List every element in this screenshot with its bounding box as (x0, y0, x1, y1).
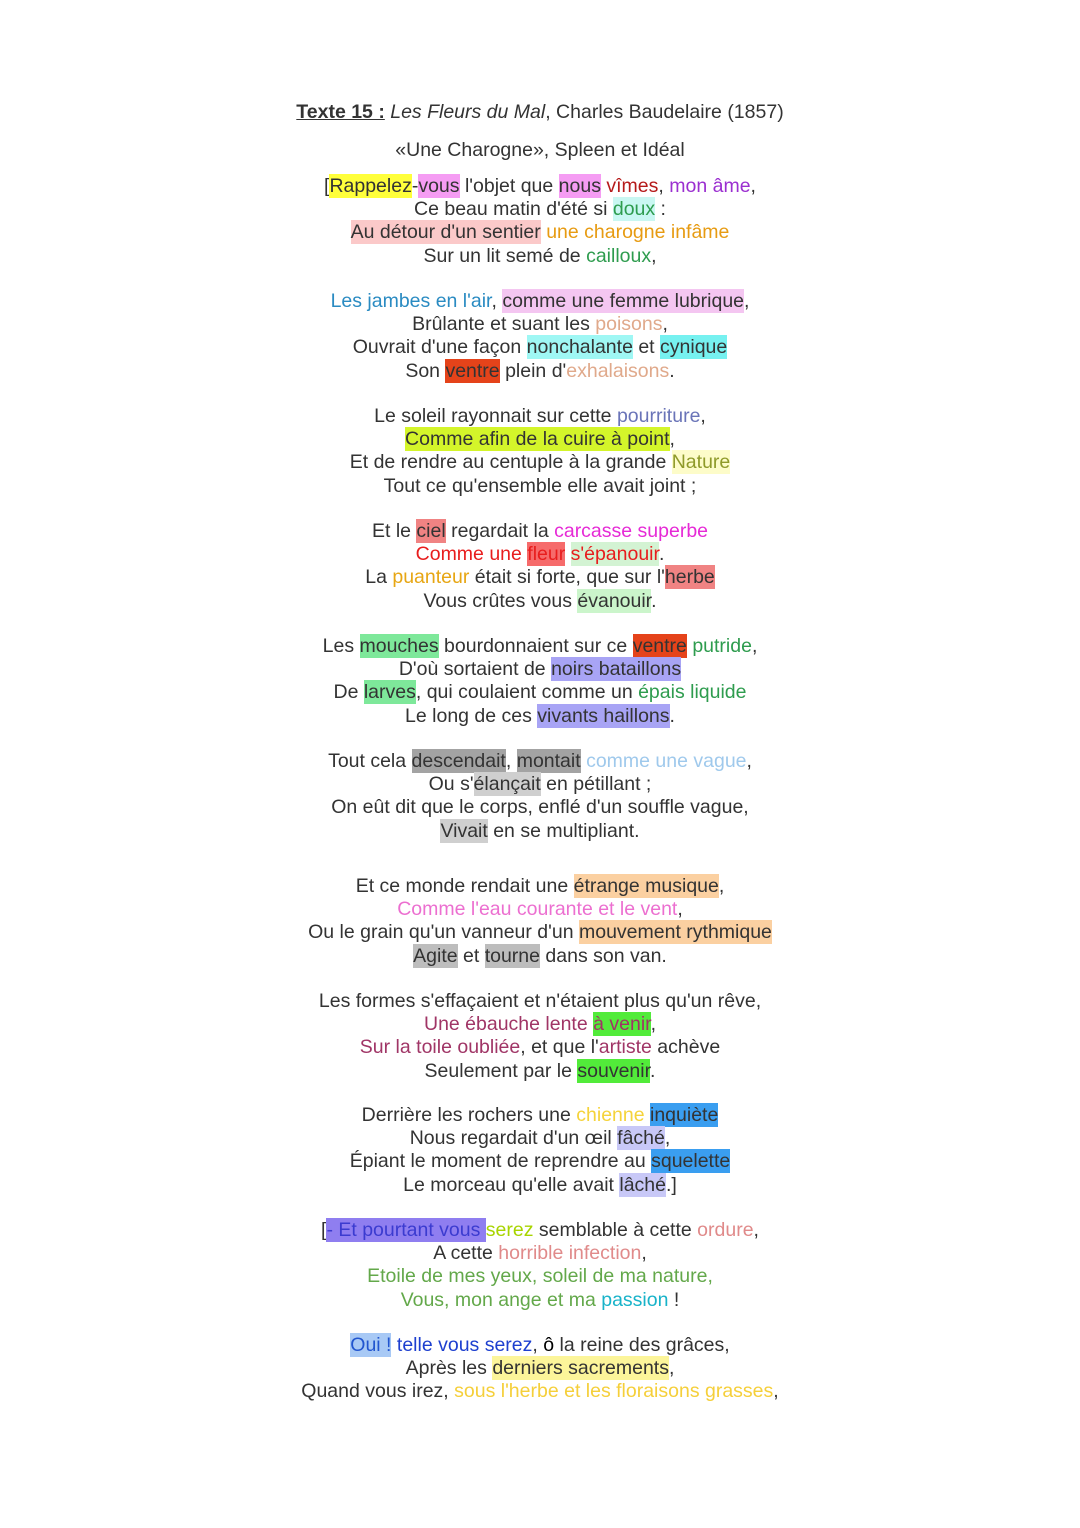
verse-segment: , (753, 1219, 759, 1241)
verse-segment: artiste (598, 1036, 652, 1059)
verse-line (0, 1060, 1080, 1083)
verse-segment: , (505, 750, 517, 772)
verse-segment: Les formes s'effaçaient et n'étaient plus qu'un rêve, (318, 990, 762, 1012)
verse-segment: Une ébauche lente (423, 1013, 594, 1036)
verse-segment: pourriture (616, 405, 701, 427)
verse-segment: plein d' (499, 359, 567, 382)
verse-line (0, 1127, 1080, 1150)
verse-segment: exhalaisons (566, 359, 670, 382)
verse-segment: doux (612, 198, 656, 221)
verse-line (0, 921, 1080, 944)
verse-segment: Sur un lit semé de (423, 244, 587, 267)
verse-segment: , et que l' (520, 1036, 599, 1059)
verse-line (0, 336, 1080, 359)
verse-segment: Les (322, 635, 360, 657)
verse-segment: poisons (595, 313, 663, 336)
verse-segment: comme une femme lubrique (502, 290, 745, 312)
verse-segment: Au détour d'un sentier (350, 221, 541, 244)
verse-segment: en pétillant ; (540, 773, 652, 796)
stanza (0, 405, 1080, 498)
verse-segment: Ce beau matin d'été si (414, 198, 613, 221)
verse-segment: Son (405, 359, 446, 382)
verse-segment: . (651, 589, 657, 612)
verse-segment: semblable à cette (533, 1219, 698, 1241)
verse-segment: telle vous serez (396, 1334, 533, 1356)
verse-segment: La (365, 566, 393, 589)
verse-segment: A cette (433, 1242, 499, 1265)
verse-line (0, 475, 1080, 498)
verse-segment: , (662, 313, 668, 336)
verse-segment: en se multipliant. (487, 819, 640, 842)
verse-segment: Le morceau qu'elle avait (403, 1173, 620, 1196)
verse-line (0, 1242, 1080, 1265)
verse-line (0, 990, 1080, 1013)
verse-segment: vivants haillons (537, 704, 670, 727)
verse-line (0, 198, 1080, 221)
verse-segment: Oui ! (350, 1334, 392, 1356)
verse-line (0, 245, 1080, 268)
verse-segment: élançait (473, 773, 541, 796)
verse-segment: l'objet que (459, 175, 559, 197)
verse-segment: cailloux (586, 244, 652, 267)
verse-segment: Tout cela (328, 750, 412, 772)
verse-segment: chienne (576, 1104, 645, 1126)
verse-segment: , (658, 175, 670, 197)
stanza (0, 1219, 1080, 1312)
verse-segment: larves (363, 681, 416, 704)
verse-segment: Quand vous irez, (301, 1380, 455, 1403)
verse-segment: , (668, 1357, 675, 1380)
verse-segment: vous (418, 175, 460, 197)
verse-segment: , (677, 898, 683, 921)
stanza (0, 750, 1080, 843)
verse-segment: ordure (697, 1219, 754, 1241)
book-title: Les Fleurs du Mal (390, 101, 546, 123)
verse-line (0, 221, 1080, 244)
verse-segment: et (632, 336, 661, 359)
verse-segment: putride (692, 635, 752, 657)
verse-segment: , (718, 875, 725, 897)
verse-segment: une charogne infâme (546, 221, 730, 244)
verse-segment: Derrière les rochers une (361, 1104, 577, 1126)
verse-segment: puanteur (392, 566, 470, 589)
verse-segment: et (457, 944, 485, 967)
verse-segment: horrible infection (498, 1242, 642, 1265)
verse-segment: , (750, 175, 756, 197)
verse-segment: Après les (405, 1357, 493, 1380)
verse-line (0, 1219, 1080, 1242)
verse-line (0, 1150, 1080, 1173)
text-number: Texte 15 : (296, 101, 385, 123)
verse-segment: Etoile de mes yeux, soleil de ma nature, (367, 1265, 713, 1288)
verse-segment: Seulement par le (424, 1059, 578, 1082)
verse-segment: On eût dit que le corps, enflé d'un souffle vague, (331, 796, 749, 819)
verse-line (0, 1036, 1080, 1059)
verse-line (0, 1289, 1080, 1312)
stanza (0, 990, 1080, 1083)
verse-segment: sous l'herbe et les floraisons grasses (454, 1380, 774, 1403)
verse-segment: lâché (619, 1173, 666, 1196)
verse-segment: Le soleil rayonnait sur cette (374, 405, 617, 427)
verse-segment: , (751, 635, 758, 657)
verse-segment: tourne (484, 944, 540, 967)
verse-segment: Comme l'eau courante et le vent (397, 898, 678, 921)
verse-line (0, 1334, 1080, 1357)
verse-segment: ventre (445, 359, 500, 382)
verse-segment: la reine des grâces, (554, 1334, 730, 1356)
verse-segment: Ouvrait d'une façon (352, 336, 527, 359)
verse-line (0, 360, 1080, 383)
verse-line (0, 773, 1080, 796)
verse-segment: .] (665, 1173, 677, 1196)
poem-subtitle: «Une Charogne», Spleen et Idéal (395, 139, 685, 161)
verse-segment: montait (516, 750, 581, 772)
verse-segment: Et ce monde rendait une (355, 875, 574, 897)
verse-line (0, 313, 1080, 336)
verse-segment: Nature (671, 451, 731, 474)
verse-segment: noirs bataillons (551, 658, 682, 681)
verse-segment: Comme afin de la cuire à point (405, 428, 670, 451)
stanza (0, 520, 1080, 613)
verse-segment: nous (558, 175, 601, 197)
verse-line (0, 590, 1080, 613)
verse-line (0, 405, 1080, 428)
verse-segment: cynique (660, 336, 728, 359)
stanza (0, 1334, 1080, 1404)
verse-segment: Les jambes en l'air (330, 290, 492, 312)
verse-segment: Et le (371, 520, 417, 542)
verse-line (0, 875, 1080, 898)
verse-segment: nonchalante (526, 336, 633, 359)
verse-segment: Tout ce qu'ensemble elle avait joint ; (383, 474, 697, 497)
verse-line (0, 428, 1080, 451)
verse-line (0, 635, 1080, 658)
verse-line (0, 543, 1080, 566)
verse-line (0, 658, 1080, 681)
verse-segment: épais liquide (638, 681, 747, 704)
verse-line (0, 520, 1080, 543)
verse-line (0, 796, 1080, 819)
verse-segment: étrange musique (573, 875, 719, 897)
verse-segment: fleur (527, 543, 566, 566)
verse-segment: . (658, 543, 665, 566)
verse-segment: , (664, 1127, 671, 1150)
verse-segment: . (650, 1059, 656, 1082)
verse-segment: . (669, 359, 675, 382)
verse-segment: . (669, 704, 675, 727)
verse-line (0, 1104, 1080, 1127)
verse-segment: , (532, 1334, 544, 1356)
verse-segment: ciel (416, 520, 446, 542)
verse-segment: Sur la toile oubliée (359, 1036, 521, 1059)
verse-segment: Comme une (415, 543, 528, 566)
verse-line (0, 290, 1080, 313)
author-date: , Charles Baudelaire (1857) (545, 101, 784, 123)
verse-segment: Rappelez (329, 175, 412, 197)
verse-line (0, 175, 1080, 198)
verse-segment: vîmes (606, 175, 659, 197)
verse-segment: , (650, 1013, 656, 1036)
verse-segment: ô (543, 1334, 555, 1356)
verse-line (0, 898, 1080, 921)
verse-segment: Nous regardait d'un œil (409, 1127, 618, 1150)
verse-segment: : (655, 198, 666, 221)
verse-segment: ! (668, 1288, 680, 1311)
verse-segment: serez (485, 1219, 534, 1241)
stanza (0, 875, 1080, 968)
verse-line (0, 705, 1080, 728)
verse-line (0, 1174, 1080, 1197)
verse-segment: mouvement rythmique (578, 921, 772, 944)
verse-segment: , (669, 428, 675, 451)
verse-line (0, 820, 1080, 843)
stanza (0, 290, 1080, 383)
verse-line (0, 451, 1080, 474)
verse-segment: était si forte, que sur l' (469, 566, 665, 589)
verse-segment: De (333, 681, 364, 704)
verse-segment: Et de rendre au centuple à la grande (349, 451, 672, 474)
verse-segment: , (746, 750, 752, 772)
verse-segment: bourdonnaient sur ce (438, 635, 633, 657)
verse-segment: Brûlante et suant les (412, 313, 596, 336)
verse-segment: , (641, 1242, 647, 1265)
verse-segment: s'épanouir (570, 543, 659, 566)
verse-line (0, 1357, 1080, 1380)
verse-segment: regardait la (445, 520, 555, 542)
verse-segment: D'où sortaient de (398, 658, 552, 681)
verse-segment: ventre (632, 635, 687, 657)
verse-segment: [ (321, 1219, 327, 1241)
verse-segment: - (411, 175, 419, 197)
verse-segment: achève (651, 1036, 721, 1059)
verse-segment: Ou s' (428, 773, 474, 796)
verse-line (0, 1380, 1080, 1403)
verse-segment: fâché (617, 1127, 665, 1150)
verse-segment: descendait (411, 750, 506, 772)
verse-line (0, 566, 1080, 589)
verse-segment: , (744, 290, 750, 312)
verse-segment: Vous crûtes vous (423, 589, 578, 612)
verse-segment: évanouir (577, 589, 652, 612)
verse-segment: , (773, 1380, 779, 1403)
verse-segment: passion (601, 1288, 669, 1311)
verse-segment: comme une vague (586, 750, 747, 772)
verse-segment: inquiète (650, 1104, 719, 1126)
verse-line (0, 1265, 1080, 1288)
verse-segment: derniers sacrements (492, 1357, 669, 1380)
verse-segment (565, 542, 570, 566)
verse-line (0, 681, 1080, 704)
stanza (0, 635, 1080, 728)
verse-segment: , (651, 244, 657, 267)
verse-segment: , qui coulaient comme un (415, 681, 639, 704)
verse-line (0, 945, 1080, 968)
verse-segment: herbe (664, 566, 715, 589)
verse-segment: , (491, 290, 503, 312)
stanza (0, 175, 1080, 268)
verse-segment: Agite (413, 944, 458, 967)
verse-segment: carcasse superbe (554, 520, 709, 542)
verse-line (0, 750, 1080, 773)
verse-segment: mouches (359, 635, 439, 657)
verse-segment: mon âme (669, 175, 751, 197)
verse-segment: , (700, 405, 706, 427)
verse-segment: Vivait (440, 819, 488, 842)
document-title (0, 101, 1080, 124)
verse-segment: [ (324, 175, 330, 197)
verse-segment: Le long de ces (405, 704, 538, 727)
verse-segment: Vous, mon ange et ma (400, 1288, 602, 1311)
verse-segment: Épiant le moment de reprendre au (349, 1150, 652, 1173)
verse-segment: squelette (651, 1150, 731, 1173)
verse-segment: - Et pourtant vous (326, 1219, 486, 1241)
verse-line (0, 1013, 1080, 1036)
verse-segment: souvenir (577, 1059, 651, 1082)
verse-segment: dans son van. (540, 944, 667, 967)
stanza (0, 1104, 1080, 1197)
verse-segment: à venir (593, 1013, 651, 1036)
verse-segment: Ou le grain qu'un vanneur d'un (308, 921, 579, 944)
